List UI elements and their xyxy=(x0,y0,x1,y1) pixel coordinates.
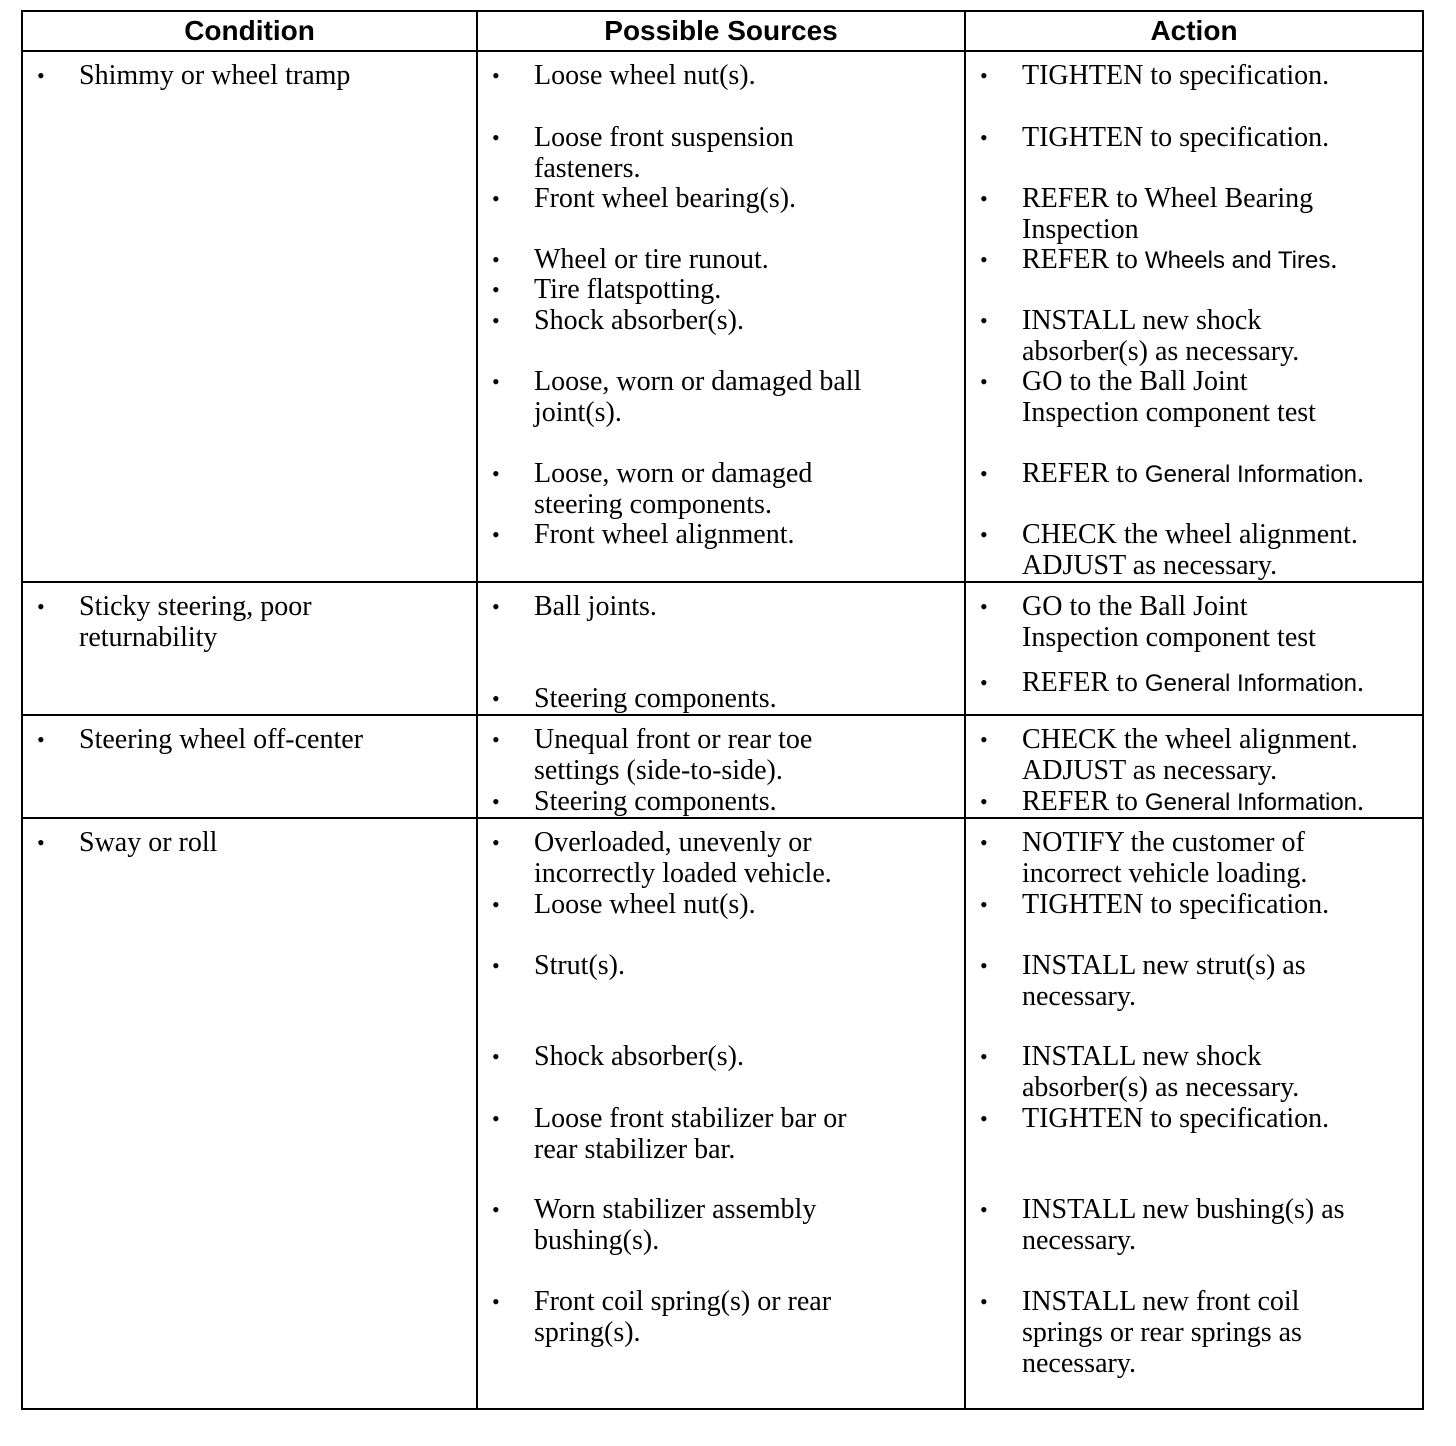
bullet-icon: • xyxy=(492,186,500,211)
source-item xyxy=(478,60,964,91)
bullet-icon: • xyxy=(492,308,500,333)
action-verb-text: INSTALL new shock absorber(s) as necessary. xyxy=(1022,1041,1300,1103)
source-item xyxy=(478,827,964,889)
source-text: Loose front suspension fasteners. xyxy=(534,122,794,184)
source-item xyxy=(478,724,964,786)
bullet-icon: • xyxy=(492,892,500,917)
bullet-icon: • xyxy=(980,727,988,752)
action-list xyxy=(966,52,1422,581)
bullet-icon: • xyxy=(492,277,500,302)
source-item xyxy=(478,683,964,714)
bullet-icon: • xyxy=(492,1044,500,1069)
possible-sources-header: Possible Sources xyxy=(477,11,965,51)
action-cell xyxy=(965,715,1423,818)
action-verb-text: REFER to Wheel Bearing Inspection xyxy=(1022,183,1314,245)
action-text xyxy=(1022,827,1414,889)
source-item xyxy=(478,183,964,214)
action-item xyxy=(966,458,1422,490)
source-item xyxy=(478,244,964,275)
action-text xyxy=(1022,1194,1414,1256)
bullet-icon: • xyxy=(980,789,988,814)
condition-text: Sticky steering, poor returnability xyxy=(79,591,312,653)
source-text: Front wheel alignment. xyxy=(534,519,795,550)
action-header: Action xyxy=(965,11,1423,51)
action-item xyxy=(966,60,1422,91)
bullet-icon: • xyxy=(492,953,500,978)
action-item xyxy=(966,1194,1422,1256)
action-verb-text: NOTIFY the customer of incorrect vehicle loading. xyxy=(1022,827,1308,889)
condition-cell xyxy=(22,51,477,582)
bullet-icon: • xyxy=(492,125,500,150)
condition-item xyxy=(23,591,476,653)
source-item xyxy=(478,1286,964,1348)
bullet-icon: • xyxy=(980,594,988,619)
bullet-icon: • xyxy=(980,892,988,917)
reference-link-text: General Information xyxy=(1144,789,1358,816)
action-verb-text: CHECK the wheel alignment. ADJUST as necessary. xyxy=(1022,519,1358,581)
action-cell xyxy=(965,51,1423,582)
action-item xyxy=(966,950,1422,1012)
action-verb-text: REFER to xyxy=(1022,458,1145,489)
source-list xyxy=(478,52,964,581)
action-verb-text: REFER to xyxy=(1022,786,1145,817)
bullet-icon: • xyxy=(492,686,500,711)
bullet-icon: • xyxy=(980,1044,988,1069)
source-list xyxy=(478,716,964,817)
source-text: Tire flatspotting. xyxy=(534,274,722,305)
source-item xyxy=(478,950,964,981)
action-text xyxy=(1022,950,1414,1012)
action-text xyxy=(1022,591,1414,653)
action-item xyxy=(966,667,1422,699)
action-verb-text: INSTALL new bushing(s) as necessary. xyxy=(1022,1194,1345,1256)
bullet-icon: • xyxy=(492,1197,500,1222)
action-verb-text: GO to the Ball Joint Inspection component test xyxy=(1022,366,1316,428)
source-text: Ball joints. xyxy=(534,591,657,622)
bullet-icon: • xyxy=(492,1106,500,1131)
source-list xyxy=(478,583,964,714)
source-item xyxy=(478,274,964,305)
bullet-icon: • xyxy=(980,369,988,394)
action-verb-text: REFER to xyxy=(1022,244,1145,275)
source-text: Steering components. xyxy=(534,786,777,817)
action-verb-text: TIGHTEN to specification. xyxy=(1022,60,1330,91)
source-item xyxy=(478,122,964,184)
action-verb-text: INSTALL new front coil springs or rear springs as necessary. xyxy=(1022,1286,1302,1379)
punctuation-text: . xyxy=(1357,458,1365,489)
action-text xyxy=(1022,122,1414,153)
bullet-icon: • xyxy=(980,247,988,272)
bullet-icon: • xyxy=(980,1289,988,1314)
source-item xyxy=(478,458,964,520)
action-text xyxy=(1022,889,1414,920)
action-item xyxy=(966,827,1422,889)
action-verb-text: TIGHTEN to specification. xyxy=(1022,889,1330,920)
action-verb-text: GO to the Ball Joint Inspection component test xyxy=(1022,591,1316,653)
source-text: Steering components. xyxy=(534,683,777,714)
source-text: Wheel or tire runout. xyxy=(534,244,769,275)
bullet-icon: • xyxy=(37,594,45,619)
action-item xyxy=(966,244,1422,276)
action-text xyxy=(1022,305,1414,367)
action-item xyxy=(966,1103,1422,1134)
table-row xyxy=(22,715,1423,818)
source-item xyxy=(478,1103,964,1165)
action-item xyxy=(966,305,1422,367)
bullet-icon: • xyxy=(37,830,45,855)
condition-item xyxy=(23,60,476,91)
source-text: Loose, worn or damaged ball joint(s). xyxy=(534,366,862,428)
action-cell xyxy=(965,818,1423,1409)
action-item xyxy=(966,183,1422,245)
reference-link-text: Wheels and Tires xyxy=(1144,247,1331,274)
action-text xyxy=(1022,366,1414,428)
condition-list xyxy=(23,819,476,1408)
source-text: Loose front stabilizer bar or rear stabilizer bar. xyxy=(534,1103,847,1165)
source-text: Front coil spring(s) or rear spring(s). xyxy=(534,1286,832,1348)
punctuation-text: . xyxy=(1330,244,1338,275)
action-cell xyxy=(965,582,1423,715)
source-item xyxy=(478,591,964,622)
condition-text: Shimmy or wheel tramp xyxy=(79,60,351,91)
source-item xyxy=(478,786,964,817)
source-list xyxy=(478,819,964,1408)
source-item xyxy=(478,366,964,428)
condition-cell xyxy=(22,582,477,715)
action-text xyxy=(1022,724,1414,786)
action-text xyxy=(1022,786,1414,818)
bullet-icon: • xyxy=(492,594,500,619)
action-verb-text: REFER to xyxy=(1022,667,1145,698)
bullet-icon: • xyxy=(980,522,988,547)
table-row xyxy=(22,818,1423,1409)
condition-list xyxy=(23,583,476,714)
action-verb-text: INSTALL new strut(s) as necessary. xyxy=(1022,950,1306,1012)
bullet-icon: • xyxy=(980,953,988,978)
action-text xyxy=(1022,60,1414,91)
bullet-icon: • xyxy=(492,789,500,814)
action-list xyxy=(966,716,1422,817)
source-text: Front wheel bearing(s). xyxy=(534,183,797,214)
bullet-icon: • xyxy=(980,1197,988,1222)
bullet-icon: • xyxy=(492,63,500,88)
action-text xyxy=(1022,1041,1414,1103)
condition-text: Sway or roll xyxy=(79,827,218,858)
table-row xyxy=(22,51,1423,582)
bullet-icon: • xyxy=(980,63,988,88)
header-row xyxy=(22,11,1423,51)
condition-item xyxy=(23,724,476,755)
condition-list xyxy=(23,52,476,581)
source-text: Shock absorber(s). xyxy=(534,1041,744,1072)
condition-cell xyxy=(22,818,477,1409)
source-item xyxy=(478,305,964,336)
bullet-icon: • xyxy=(492,369,500,394)
bullet-icon: • xyxy=(492,727,500,752)
action-item xyxy=(966,122,1422,153)
source-item xyxy=(478,1041,964,1072)
bullet-icon: • xyxy=(492,830,500,855)
source-text: Unequal front or rear toe settings (side-to-side). xyxy=(534,724,813,786)
action-item xyxy=(966,724,1422,786)
source-text: Strut(s). xyxy=(534,950,625,981)
source-text: Loose, worn or damaged steering components. xyxy=(534,458,813,520)
bullet-icon: • xyxy=(492,247,500,272)
bullet-icon: • xyxy=(980,186,988,211)
bullet-icon: • xyxy=(492,522,500,547)
source-text: Worn stabilizer assembly bushing(s). xyxy=(534,1194,817,1256)
bullet-icon: • xyxy=(37,63,45,88)
action-item xyxy=(966,1286,1422,1379)
condition-text: Steering wheel off-center xyxy=(79,724,364,755)
action-verb-text: TIGHTEN to specification. xyxy=(1022,1103,1330,1134)
source-cell xyxy=(477,818,965,1409)
source-text: Overloaded, unevenly or incorrectly loaded vehicle. xyxy=(534,827,832,889)
source-item xyxy=(478,519,964,550)
action-text xyxy=(1022,183,1414,245)
bullet-icon: • xyxy=(980,461,988,486)
action-text xyxy=(1022,667,1414,699)
action-verb-text: CHECK the wheel alignment. ADJUST as necessary. xyxy=(1022,724,1358,786)
bullet-icon: • xyxy=(980,1106,988,1131)
reference-link-text: General Information xyxy=(1144,461,1358,488)
bullet-icon: • xyxy=(37,727,45,752)
bullet-icon: • xyxy=(980,125,988,150)
action-verb-text: INSTALL new shock absorber(s) as necessary. xyxy=(1022,305,1300,367)
source-item xyxy=(478,889,964,920)
bullet-icon: • xyxy=(980,308,988,333)
action-verb-text: TIGHTEN to specification. xyxy=(1022,122,1330,153)
source-text: Shock absorber(s). xyxy=(534,305,744,336)
diagnosis-table xyxy=(21,10,1424,1410)
punctuation-text: . xyxy=(1357,667,1365,698)
action-item xyxy=(966,1041,1422,1103)
source-cell xyxy=(477,51,965,582)
action-item xyxy=(966,519,1422,581)
condition-item xyxy=(23,827,476,858)
condition-cell xyxy=(22,715,477,818)
reference-link-text: General Information xyxy=(1144,670,1358,697)
condition-list xyxy=(23,716,476,817)
bullet-icon: • xyxy=(980,830,988,855)
action-item xyxy=(966,591,1422,653)
bullet-icon: • xyxy=(980,670,988,695)
source-text: Loose wheel nut(s). xyxy=(534,60,756,91)
table-row xyxy=(22,582,1423,715)
bullet-icon: • xyxy=(492,1289,500,1314)
action-list xyxy=(966,583,1422,714)
action-text xyxy=(1022,519,1414,581)
action-item xyxy=(966,786,1422,818)
punctuation-text: . xyxy=(1357,786,1365,817)
action-text xyxy=(1022,458,1414,490)
source-cell xyxy=(477,715,965,818)
source-text: Loose wheel nut(s). xyxy=(534,889,756,920)
action-text xyxy=(1022,1103,1414,1134)
action-list xyxy=(966,819,1422,1408)
source-item xyxy=(478,1194,964,1256)
bullet-icon: • xyxy=(492,461,500,486)
source-cell xyxy=(477,582,965,715)
action-item xyxy=(966,366,1422,428)
action-text xyxy=(1022,1286,1414,1379)
condition-header: Condition xyxy=(22,11,477,51)
action-text xyxy=(1022,244,1414,276)
action-item xyxy=(966,889,1422,920)
